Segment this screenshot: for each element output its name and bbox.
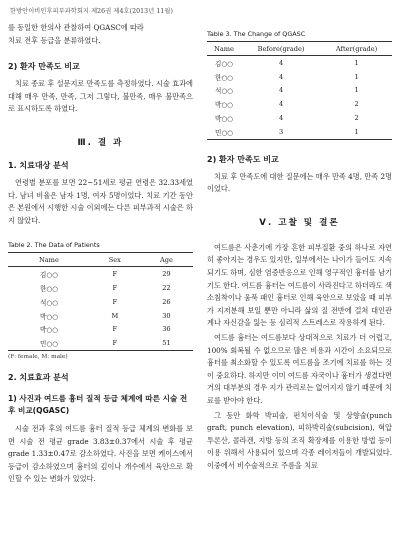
table-cell: 박○○ xyxy=(39,326,58,335)
table-cell: 석○○ xyxy=(39,298,58,307)
table-patients xyxy=(8,252,193,351)
table-cell: 22 xyxy=(162,284,171,293)
target-analysis-text: 연령별 분포를 보면 22~51세로 평균 연령은 32.33세였다. 남녀 비율은 남자 1명, 여자 5명이었다. 치료 기간 동안은 본원에서 시행한 시술 이외에는 다른 피부과적 시술은 하지 않았다. xyxy=(8,177,193,225)
table-row xyxy=(8,281,193,295)
table-cell: 4 xyxy=(278,58,284,67)
subheading-qgasc-comparison: 1) 사진과 여드름 흉터 질적 등급 체계에 따른 시술 전후 비교(QGASC) xyxy=(8,394,188,416)
table-cell: 1 xyxy=(321,125,392,139)
table-cell: 51 xyxy=(140,336,193,350)
table-row xyxy=(8,322,193,336)
table-row xyxy=(207,97,392,111)
table-cell: F xyxy=(112,297,118,306)
table-row xyxy=(207,111,392,125)
table-cell: M xyxy=(111,311,119,320)
table-cell: 한○○ xyxy=(215,73,233,82)
table2-header-age: Age xyxy=(140,253,193,267)
table-cell: F xyxy=(90,336,140,350)
table-cell: 29 xyxy=(162,270,171,279)
right-column xyxy=(207,22,392,473)
table-cell: 1 xyxy=(354,72,359,81)
table-cell: 4 xyxy=(278,114,284,123)
discussion-paragraph-3: 그 동안 화학 박피술, 펀치이식술 및 상향술(punch graft, punch elevation), 피하박리술(subcision), 혁압 투론산, 콜라겐, 지방 등의 조직 확장제를 이용한 방법 등이 이용 위해서 사용되어 있으며 각종 레이저들이 개발되었다. 이중에서 비수술적으로 주름을 치료 xyxy=(207,410,392,470)
discussion-paragraph-2: 여드름 흉터는 여드름보다 상대적으로 치료가 더 어렵고, 100% 회복될 수 없으므로 많은 비용과 시간이 소요되므로 흉터를 최소화할 수 있도록 여드름을 조기에 치료를 하는 것이 중요하다. 하지만 이미 여드름 자국이나 흉터가 생겼다면 거의 대부분의 경우 지가 관리로는 없어지지 않기 때문에 치료를 받아야 한다. xyxy=(207,333,392,405)
subheading-satisfaction-result: 2) 환자 만족도 비교 xyxy=(207,154,279,164)
table2-caption: Table 2. The Data of Patients xyxy=(8,241,100,250)
intro-line-2: 치료 전후 등급을 분류하였다. xyxy=(8,35,101,45)
table2-header-sex: Sex xyxy=(90,253,140,267)
table-cell: 2 xyxy=(354,114,359,123)
table-row xyxy=(207,70,392,84)
subheading-target-analysis: 1. 치료대상 분석 xyxy=(8,160,69,170)
table-cell: 2 xyxy=(354,100,359,109)
section-results-heading: Ⅲ. 결 과 xyxy=(77,137,124,148)
table-cell: 박○○ xyxy=(215,101,233,110)
table2-footnote: (F: female, M: male) xyxy=(8,354,68,361)
table-cell: 4 xyxy=(278,100,284,109)
table-cell: 26 xyxy=(162,297,171,306)
table-row xyxy=(8,336,193,350)
table-cell: F xyxy=(112,284,118,293)
table-row xyxy=(8,267,193,281)
table-cell: F xyxy=(112,325,118,334)
table3-header-before: Before(grade) xyxy=(241,42,321,56)
intro-line-1: 를 동일한 한의사 관찰하여 QGASC에 따라 xyxy=(8,23,144,32)
table2-header-name: Name xyxy=(8,253,90,267)
table-cell: 30 xyxy=(162,311,171,320)
journal-header: 한방안이비인후피부과학회지 제26권 제4호(2013년 11월) xyxy=(10,8,174,15)
table-cell: 박○○ xyxy=(215,115,233,124)
table-row xyxy=(8,295,193,309)
table-cell: 4 xyxy=(278,86,284,95)
table-cell: 민○○ xyxy=(8,336,90,350)
table3-caption: Table 3. The Change of QGASC xyxy=(207,30,306,38)
table-row xyxy=(8,309,193,323)
left-column xyxy=(8,22,193,486)
table-cell: 박○○ xyxy=(39,312,58,321)
satisfaction-method-text: 치료 종료 후 설문지로 만족도를 측정하였다. 시술 효과에 대해 매우 만족, 만족, 그저 그렇다, 불만족, 매우 불만족으로 표시하도록 하였다. xyxy=(8,79,193,114)
table3-header-name: Name xyxy=(207,42,241,56)
table-cell: 4 xyxy=(278,72,284,81)
table-row xyxy=(207,125,392,139)
qgasc-result-text: 시술 전과 후의 여드름 흉터 질적 등급 체계의 변화를 보면 시술 전 평균 grade 3.83±0.37에서 시술 후 평균 grade 1.33±0.47로 감소하였다. 사진을 보면 케이스에서 등급이 감소하였으며 흉터의 깊이나 개수에서 육안으로 확인할 수 있는 변화가 있었다. xyxy=(8,424,193,484)
table-cell: 김○○ xyxy=(215,59,233,68)
table-row xyxy=(207,84,392,98)
table-cell: 석○○ xyxy=(215,87,233,96)
table-row xyxy=(207,56,392,70)
table3-header-after: After(grade) xyxy=(321,42,392,56)
subheading-satisfaction-method: 2) 환자 만족도 비교 xyxy=(8,62,80,72)
table-cell: F xyxy=(112,270,118,279)
discussion-paragraph-1: 여드름은 사춘기에 가장 흔한 피부질환 중의 하나로 자연히 좋아지는 경우도 있지만, 일부에서는 나이가 들어도 지속되기도 하며, 심한 염증반응으로 인해 영구적인 흉터를 남기기도 한다. 여드름 흉터는 여드름이 사라진다고 하더라도 색소침착이나 움푹 패인 흉터로 인해 육안으로 보았을 때 피부가 지저분해 보일 뿐만 아니라 삶의 질 전반에 걸쳐 대인관계나 자신감을 잃는 등 심리적 스트레스로 작용하게 된다. xyxy=(207,242,392,328)
table-cell: 1 xyxy=(354,58,359,67)
table-cell: 1 xyxy=(354,86,359,95)
table-qgasc-change xyxy=(207,41,392,140)
table-cell: 3 xyxy=(241,125,321,139)
table-cell: 민○○ xyxy=(207,125,241,139)
section-discussion-heading: Ⅴ. 고찰 및 결론 xyxy=(259,217,340,228)
table-cell: 한○○ xyxy=(39,285,58,294)
table-cell: 36 xyxy=(162,325,171,334)
subheading-treatment-analysis: 2. 치료효과 분석 xyxy=(8,373,69,383)
table-cell: 김○○ xyxy=(39,271,58,280)
satisfaction-result-text: 치료 후 만족도에 대한 질문에는 매우 만족 4명, 만족 2명이었다. xyxy=(207,171,392,194)
